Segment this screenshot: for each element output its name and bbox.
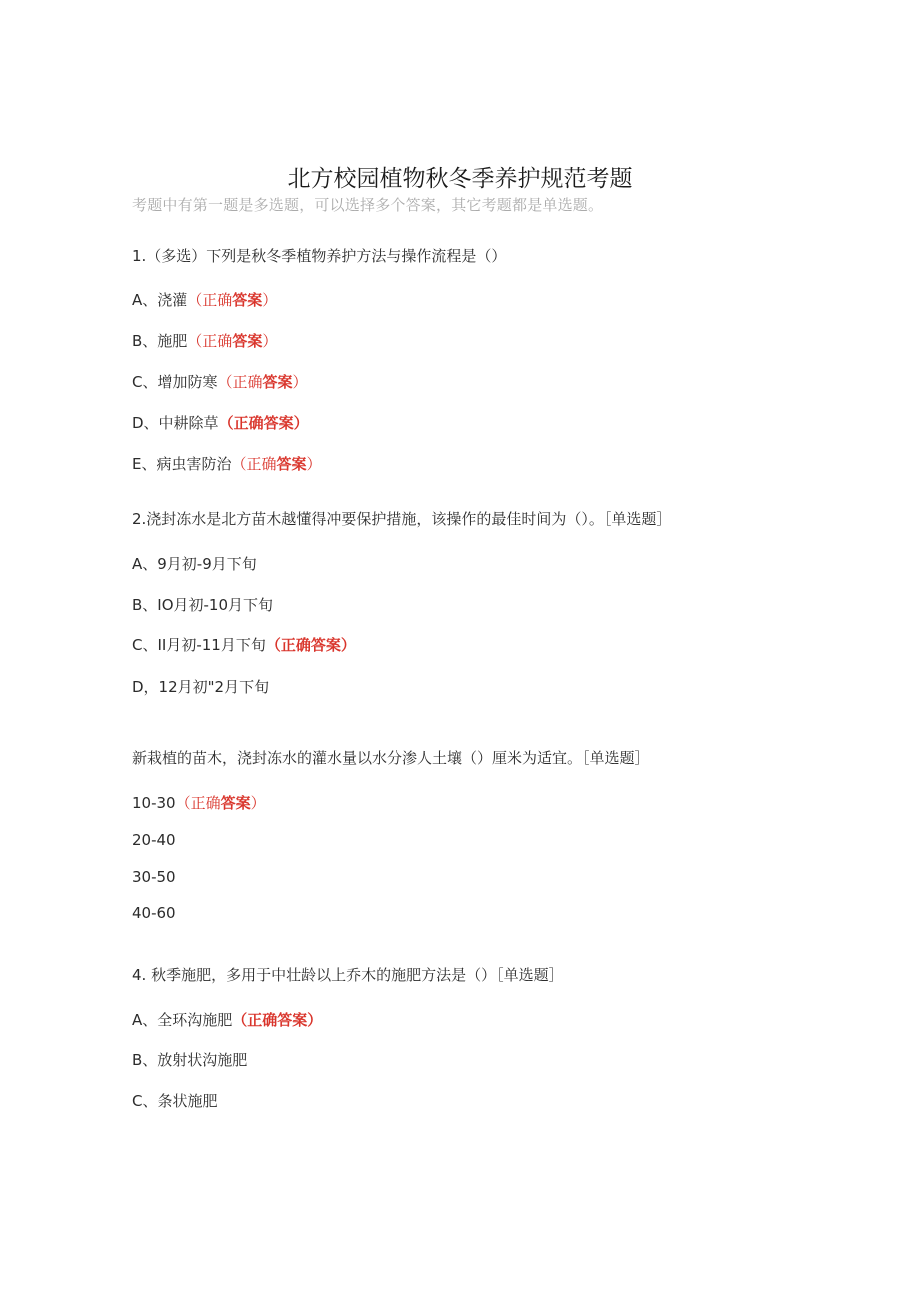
correct-answer-mark: （正确答案） (232, 1011, 323, 1029)
option-text: D，12月初"2月下旬 (132, 678, 270, 696)
option-item (132, 371, 308, 392)
correct-answer-mark: （正确答案） (265, 636, 356, 654)
option-text: 20-40 (132, 831, 176, 849)
option-item (132, 1049, 247, 1070)
option-text: B、施肥 (132, 332, 188, 350)
option-text: B、IO月初-10月下旬 (132, 596, 274, 614)
option-item (132, 330, 277, 351)
option-item (132, 868, 176, 886)
option-text: C、增加防寒 (132, 373, 218, 391)
option-item (132, 412, 309, 433)
option-text: 10-30 (132, 794, 176, 812)
option-item (132, 831, 176, 849)
page-subtitle: 考题中有第一题是多选题，可以选择多个答案，其它考题都是单选题。 (132, 196, 604, 214)
question-text: 4. 秋季施肥，多用于中壮龄以上乔木的施肥方法是（）［单选题］ (132, 966, 564, 984)
option-item (132, 1009, 322, 1030)
correct-answer-mark: （正确答案） (217, 373, 308, 391)
option-item (132, 634, 356, 655)
question-text: 新栽植的苗木，浇封冻水的灌水量以水分渗人土壤（）厘米为适宜。［单选题］ (132, 749, 650, 767)
correct-answer-mark: （正确答案） (187, 291, 278, 309)
option-item (132, 792, 266, 813)
correct-answer-mark: （正确答案） (175, 794, 266, 812)
question-text: 1.（多选）下列是秋冬季植物养护方法与操作流程是（） (132, 247, 507, 265)
page-title: 北方校园植物秋冬季养护规范考题 (287, 166, 633, 192)
option-text: A、全环沟施肥 (132, 1011, 233, 1029)
option-item (132, 1090, 217, 1111)
option-text: D、中耕除草 (132, 414, 219, 432)
option-text: C、II月初-11月下旬 (132, 636, 266, 654)
option-text: A、9月初-9月下旬 (132, 555, 257, 573)
option-item (132, 594, 273, 615)
option-item (132, 289, 277, 310)
option-item (132, 676, 269, 697)
option-text: B、放射状沟施肥 (132, 1051, 248, 1069)
option-item (132, 904, 176, 922)
option-item (132, 553, 257, 574)
correct-answer-mark: （正确答案） (187, 332, 278, 350)
correct-answer-mark: （正确答案） (231, 455, 322, 473)
option-text: E、病虫害防治 (132, 455, 232, 473)
option-item (132, 453, 322, 474)
correct-answer-mark: （正确答案） (218, 414, 309, 432)
option-text: A、浇灌 (132, 291, 188, 309)
option-text: 40-60 (132, 904, 176, 922)
option-text: C、条状施肥 (132, 1092, 218, 1110)
question-text: 2.浇封冻水是北方苗木越懂得冲要保护措施，该操作的最佳时间为（）。［单选题］ (132, 510, 672, 528)
option-text: 30-50 (132, 868, 176, 886)
